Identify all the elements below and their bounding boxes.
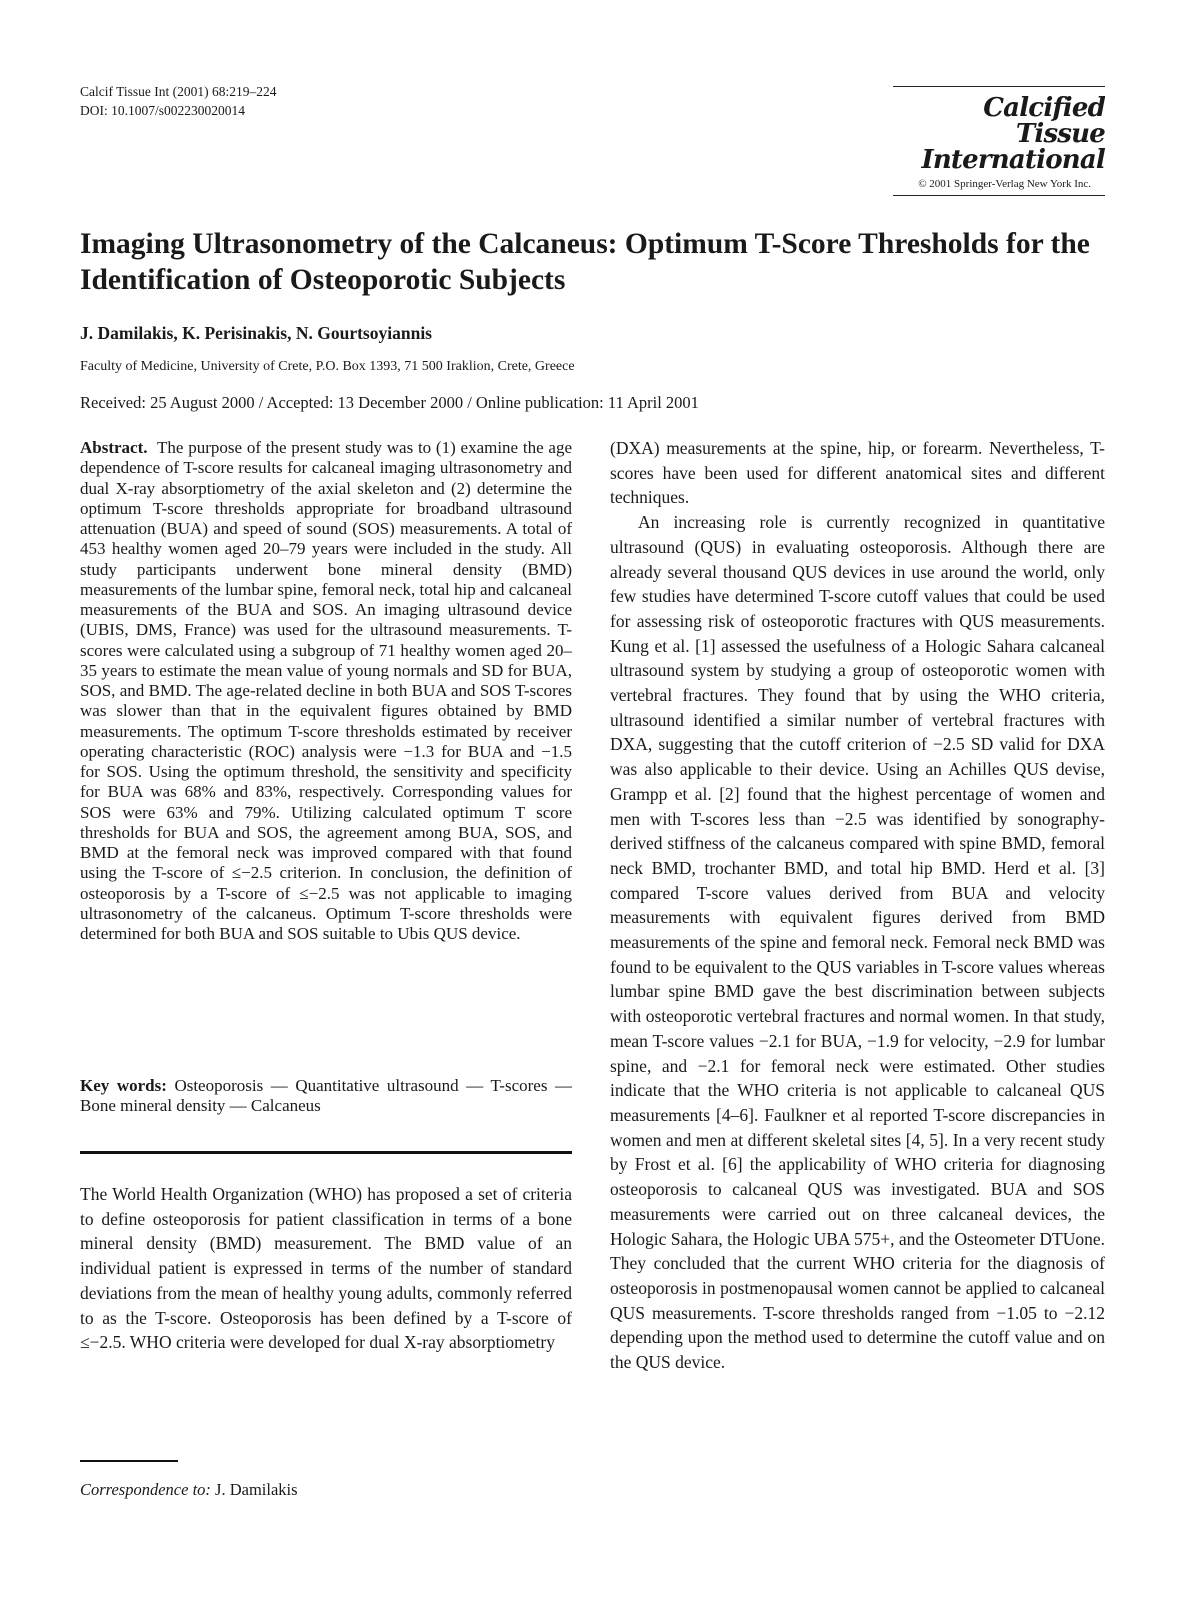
journal-citation: Calcif Tissue Int (2001) 68:219–224: [80, 84, 277, 99]
journal-name-line2: International: [921, 145, 1105, 175]
abstract: [80, 438, 572, 944]
journal-name-line1: Calcified Tissue: [983, 93, 1105, 149]
section-divider: [80, 1151, 572, 1154]
paragraph-qus: An increasing role is currently recognized in quantitative ultrasound (QUS) in evaluating osteoporosis. Although there are already several thousand QUS devices in use around the world, only few studies have determined T-score cutoff values that could be used for assessing risk of osteoporotic fractures with QUS measurements. Kung et al. [1] assessed the usefulness of a Hologic Sahara calcaneal ultrasound system by studying a group of osteoporotic women with vertebral fractures. They found that by using the WHO criteria, ultrasound identified a similar number of vertebral fractures with DXA, suggesting that the cutoff criterion of −2.5 SD valid for DXA was also applicable to their device. Using an Achilles QUS devise, Grampp et al. [2] found that the highest percentage of women and men with T-scores less than −2.5 was identified by sonography-derived stiffness of the calcaneus compared with spine BMD, femoral neck BMD, trochanter BMD, and total hip BMD. Herd et al. [3] compared T-score values derived from BUA and velocity measurements with equivalent figures derived from BMD measurements of the spine and femoral neck. Femoral neck BMD was found to be equivalent to the QUS variables in T-score values whereas lumbar spine BMD gave the best discrimination between subjects with osteoporotic vertebral fractures and normal women. In that study, mean T-score values −2.1 for BUA, −1.9 for velocity, −2.9 for lumbar spine, and −2.1 for femoral neck were estimated. Other studies indicate that the WHO criteria is not applicable to calcaneal QUS measurements [4–6]. Faulkner et al reported T-score discrepancies in women and men at different skeletal sites [4, 5]. In a very recent study by Frost et al. [6] the applicability of WHO criteria for diagnosing osteoporosis to calcaneal QUS was investigated. BUA and SOS measurements were carried out on three calcaneal devices, the Hologic Sahara, the Hologic UBA 575+, and the Osteometer DTUone. They concluded that the current WHO criteria for the diagnosis of osteoporosis in postmenopausal women cannot be applied to calcaneal QUS measurements. T-score thresholds ranged from −1.05 to −2.12 depending upon the method used to determine the cutoff value and on the QUS device.: [610, 512, 1105, 1373]
correspondence-label: Correspondence to:: [80, 1480, 211, 1499]
article-title: Imaging Ultrasonometry of the Calcaneus: Optimum T-Score Thresholds for the Identification of Osteoporotic Subjects: [80, 228, 1090, 296]
footnote-divider: [80, 1460, 178, 1462]
abstract-text: The purpose of the present study was to (1) examine the age dependence of T-score results for calcaneal imaging ultrasonometry and dual X-ray absorptiometry of the axial skeleton and (2) determine the optimum T-score thresholds appropriate for broadband ultrasound attenuation (BUA) and speed of sound (SOS) measurements. A total of 453 healthy women aged 20–79 years were included in the study. All study participants underwent bone mineral density (BMD) measurements of the lumbar spine, femoral neck, total hip and calcaneal measurements of the BUA and SOS. An imaging ultrasound device (UBIS, DMS, France) was used for the ultrasound measurements. T-scores were calculated using a subgroup of 71 healthy women aged 20–35 years to estimate the mean value of young normals and SD for BUA, SOS, and BMD. The age-related decline in both BUA and SOS T-scores was slower than that in the equivalent figures obtained by BMD measurements. The optimum T-score thresholds estimated by receiver operating characteristic (ROC) analysis were −1.3 for BUA and −1.5 for SOS. Using the optimum threshold, the sensitivity and specificity for BUA was 68% and 83%, respectively. Corresponding values for SOS were 63% and 79%. Utilizing calculated optimum T score thresholds for BUA and SOS, the agreement among BUA, SOS, and BMD at the femoral neck was improved compared with that found using the T-score of ≤−2.5 criterion. In conclusion, the definition of osteoporosis by a T-score of ≤−2.5 was not applicable to imaging ultrasonometry of the calcaneus. Optimum T-score thresholds were determined for both BUA and SOS suitable to Ubis QUS device.: [80, 438, 572, 943]
correspondence-note: [80, 1480, 298, 1500]
doi: DOI: 10.1007/s002230020014: [80, 103, 245, 118]
keywords-label: Key words:: [80, 1076, 167, 1095]
intro-paragraph: The World Health Organization (WHO) has proposed a set of criteria to define osteoporosis for patient classification in terms of a bone mineral density (BMD) measurement. The BMD value of an individual patient is expressed in terms of the number of standard deviations from the mean of healthy young adults, commonly referred to as the T-score. Osteoporosis has been defined by a T-score of ≤−2.5. WHO criteria were developed for dual X-ray absorptiometry: [80, 1184, 572, 1353]
keywords-text: Osteoporosis — Quantitative ultrasound — T-scores — Bone mineral density — Calcaneus: [80, 1076, 572, 1116]
keywords: [80, 1076, 572, 1117]
journal-logo: [893, 86, 1105, 196]
correspondence-name: J. Damilakis: [215, 1480, 298, 1499]
copyright: © 2001 Springer-Verlag New York Inc.: [918, 178, 1091, 190]
authors: J. Damilakis, K. Perisinakis, N. Gourtsoyiannis: [80, 323, 432, 343]
abstract-label: Abstract.: [80, 438, 148, 457]
publication-dates: Received: 25 August 2000 / Accepted: 13 December 2000 / Online publication: 11 April 2001: [80, 393, 699, 412]
paragraph-continued: (DXA) measurements at the spine, hip, or forearm. Nevertheless, T-scores have been used for different anatomical sites and different techniques.: [610, 438, 1105, 508]
right-column: [610, 436, 1105, 1375]
citation-block: [80, 82, 277, 120]
affiliation: Faculty of Medicine, University of Crete, P.O. Box 1393, 71 500 Iraklion, Crete, Greece: [80, 359, 575, 374]
